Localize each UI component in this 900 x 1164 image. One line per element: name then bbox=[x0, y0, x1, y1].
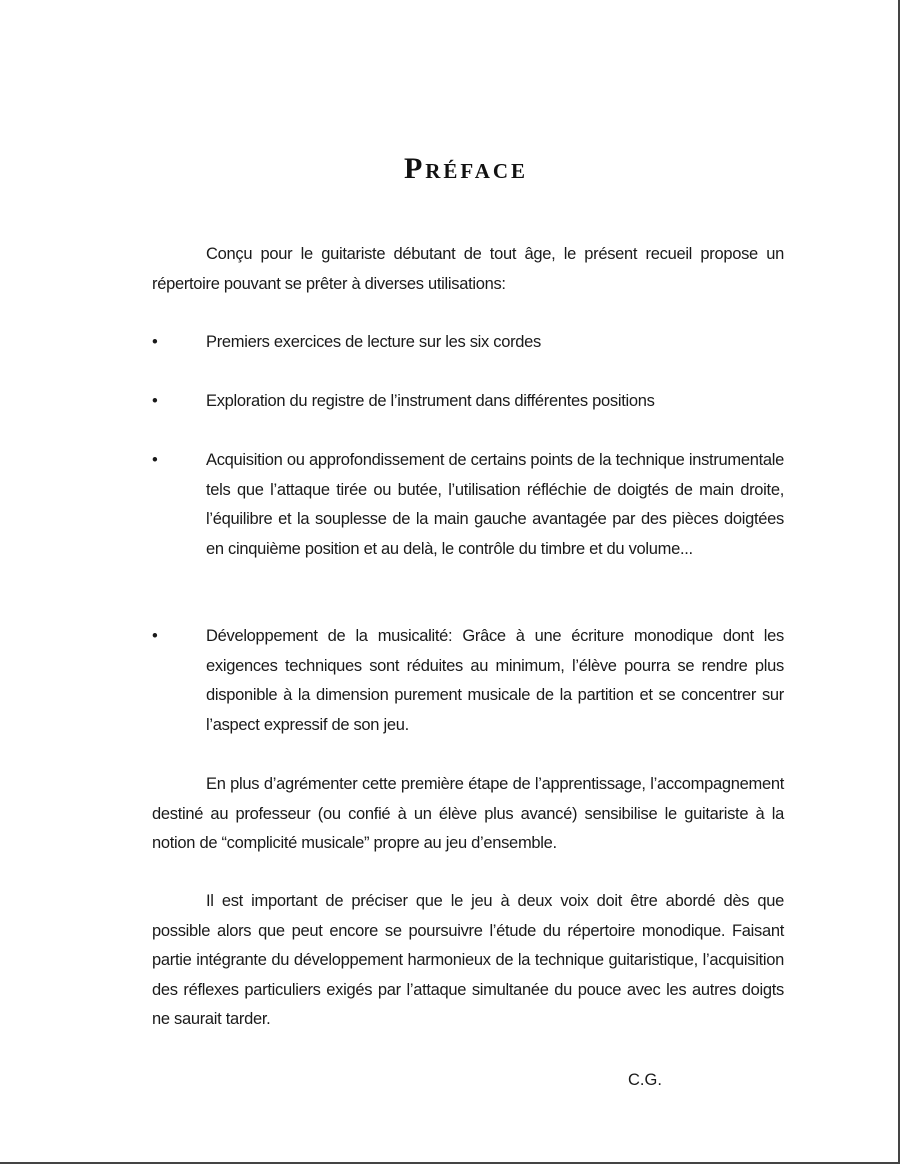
bullet-text: Exploration du registre de l’instrument dans différentes positions bbox=[206, 392, 655, 410]
two-voice-paragraph: Il est important de préciser que le jeu à deux voix doit être abordé dès que possible alors que peut encore se poursuivre l’étude du répertoire monodique. Faisant partie intégrante du développement harmonieux de la technique guitaristique, l’acquisition des réflexes particuliers exigés par l’attaque simultanée du pouce avec les autres doigts ne saurait tarder. bbox=[152, 892, 784, 1028]
author-signature: C.G. bbox=[628, 1071, 662, 1089]
accompaniment-paragraph: En plus d’agrémenter cette première étape de l’apprentissage, l’accompagnement destiné au professeur (ou confié à un élève plus avancé) sensibilise le guitariste à la notion de “complicité musicale” propre au jeu d’ensemble. bbox=[152, 775, 784, 852]
bullet-text: Développement de la musicalité: Grâce à une écriture monodique dont les exigences techniques sont réduites au minimum, l’élève pourra se rendre plus disponible à la dimension purement musicale de la partition et se concentrer sur l’aspect expressif de son jeu. bbox=[206, 627, 784, 734]
bullet-text: Premiers exercices de lecture sur les six cordes bbox=[206, 333, 541, 351]
bullet-icon: • bbox=[152, 451, 158, 469]
bullet-text: Acquisition ou approfondissement de certains points de la technique instrumentale tels que l’attaque tirée ou butée, l’utilisation réfléchie de doigtés de main droite, l’équilibre et la souplesse de la main gauche avantagée par des pièces doigtées en cinquième position et au delà, le contrôle du timbre et du volume... bbox=[206, 451, 784, 558]
page-title: Préface bbox=[403, 152, 529, 185]
intro-paragraph: Conçu pour le guitariste débutant de tout âge, le présent recueil propose un répertoire pouvant se prêter à diverses utilisations: bbox=[152, 245, 784, 293]
bullet-icon: • bbox=[152, 392, 158, 410]
bullet-icon: • bbox=[152, 333, 158, 351]
bullet-icon: • bbox=[152, 627, 158, 645]
